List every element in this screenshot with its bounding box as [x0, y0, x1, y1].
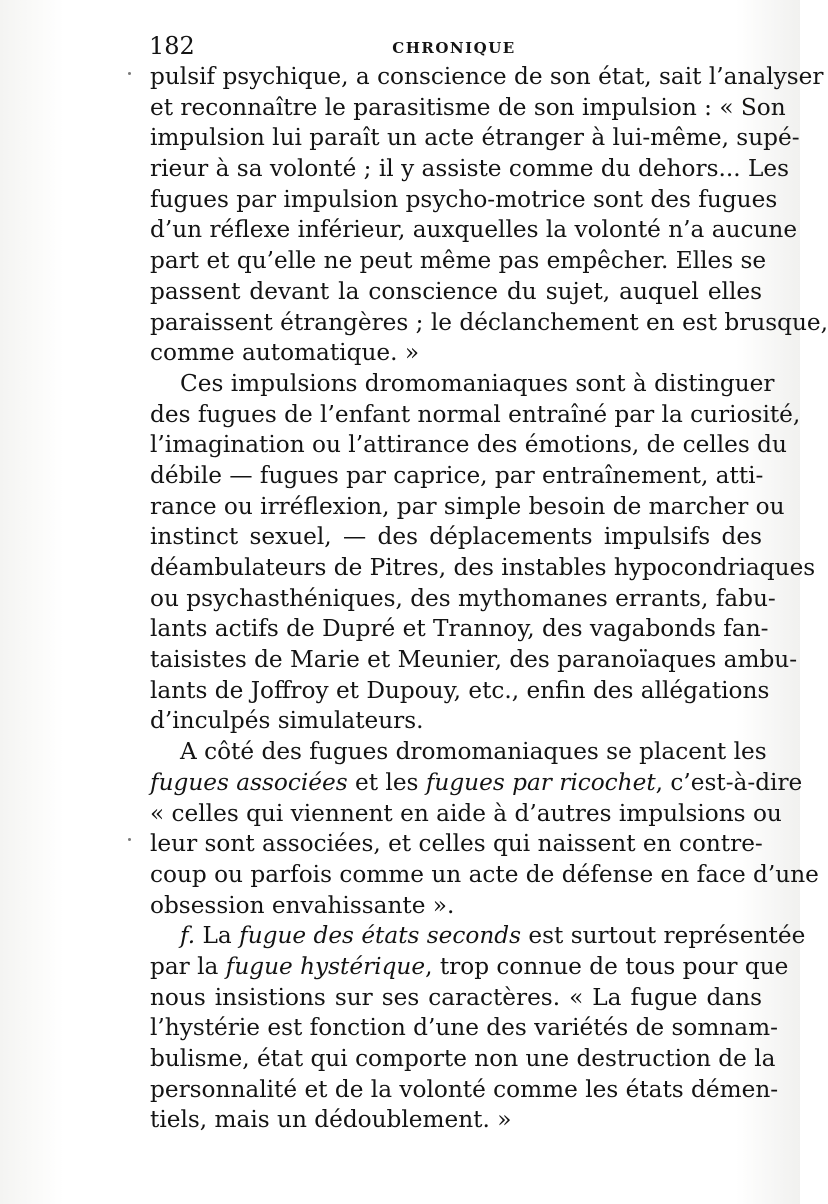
text-line: pulsif psychique, a conscience de son état, sait l’analyser	[150, 63, 824, 90]
text-line: bulisme, état qui comporte non une destruction de la	[150, 1045, 776, 1072]
text-line: obsession envahissante ».	[150, 891, 455, 919]
text-line: d’inculpés simulateurs.	[150, 707, 424, 735]
text-line: déambulateurs de Pitres, des instables hypocondriaques	[150, 554, 816, 581]
italic-term: fugues associées	[150, 768, 348, 796]
margin-speck	[128, 72, 131, 75]
line-segment: , trop connue de tous pour que	[425, 952, 789, 980]
body-text	[150, 62, 828, 1136]
text-line: rance ou irréflexion, par simple besoin de marcher ou	[150, 492, 785, 520]
text-line: nous insistions sur ses caractères. « La fugue dans	[150, 983, 762, 1011]
italic-term: fugue des états seconds	[239, 922, 522, 950]
text-line: et reconnaître le parasitisme de son impulsion : « Son	[150, 93, 786, 121]
text-line: lants actifs de Dupré et Trannoy, des vagabonds fan-	[150, 615, 769, 643]
text-line: des fugues de l’enfant normal entraîné par la curiosité,	[150, 400, 801, 428]
text-line: passent devant la conscience du sujet, auquel elles	[150, 277, 762, 305]
running-title: CHRONIQUE	[392, 39, 516, 57]
text-line: tiels, mais un dédoublement. »	[150, 1106, 512, 1134]
text-line	[150, 921, 806, 952]
text-line: l’imagination ou l’attirance des émotions, de celles du	[150, 431, 787, 459]
text-line: coup ou parfois comme un acte de défense en face d’une	[150, 860, 819, 888]
text-line: personnalité et de la volonté comme les états démen-	[150, 1075, 779, 1103]
text-line: part et qu’elle ne peut même pas empêcher. Elles se	[150, 247, 767, 275]
text-line: l’hystérie est fonction d’une des variétés de somnam-	[150, 1014, 778, 1042]
text-line	[150, 768, 803, 799]
line-segment: , c’est-à-dire	[655, 768, 803, 796]
italic-term: fugue hystérique	[225, 952, 426, 980]
italic-term: f.	[180, 922, 196, 950]
text-line: paraissent étrangères ; le déclanchement en est brusque,	[150, 308, 828, 336]
line-segment: par la	[150, 952, 226, 980]
page-header	[149, 30, 759, 62]
line-segment: est surtout représentée	[521, 922, 806, 950]
text-line: instinct sexuel, — des déplacements impulsifs des	[150, 523, 762, 551]
text-line: d’un réflexe inférieur, auxquelles la volonté n’a aucune	[150, 216, 798, 244]
text-line: taisistes de Marie et Meunier, des paranoïaques ambu-	[150, 646, 798, 674]
margin-speck	[128, 838, 131, 841]
line-segment: La	[195, 922, 240, 950]
text-line	[150, 737, 767, 768]
italic-term: fugues par ricochet	[425, 768, 656, 796]
text-line: débile — fugues par caprice, par entraînement, atti-	[150, 461, 764, 489]
text-line: leur sont associées, et celles qui naissent en contre-	[150, 830, 763, 858]
text-line: fugues par impulsion psycho-motrice sont des fugues	[150, 185, 778, 213]
line-segment: A côté des fugues dromomaniaques se placent les	[180, 738, 767, 766]
line-segment: et les	[347, 768, 426, 796]
text-line: « celles qui viennent en aide à d’autres impulsions ou	[150, 799, 782, 827]
text-line: rieur à sa volonté ; il y assiste comme du dehors... Les	[150, 155, 789, 183]
text-line: Ces impulsions dromomaniaques sont à distinguer	[180, 369, 775, 397]
text-line: lants de Joffroy et Dupouy, etc., enfin des allégations	[150, 676, 770, 704]
text-line	[150, 952, 789, 983]
text-line: comme automatique. »	[150, 339, 420, 367]
page-number: 182	[149, 32, 195, 60]
text-line: impulsion lui paraît un acte étranger à lui-même, supé-	[150, 124, 800, 152]
text-line: ou psychasthéniques, des mythomanes errants, fabu-	[150, 584, 776, 612]
